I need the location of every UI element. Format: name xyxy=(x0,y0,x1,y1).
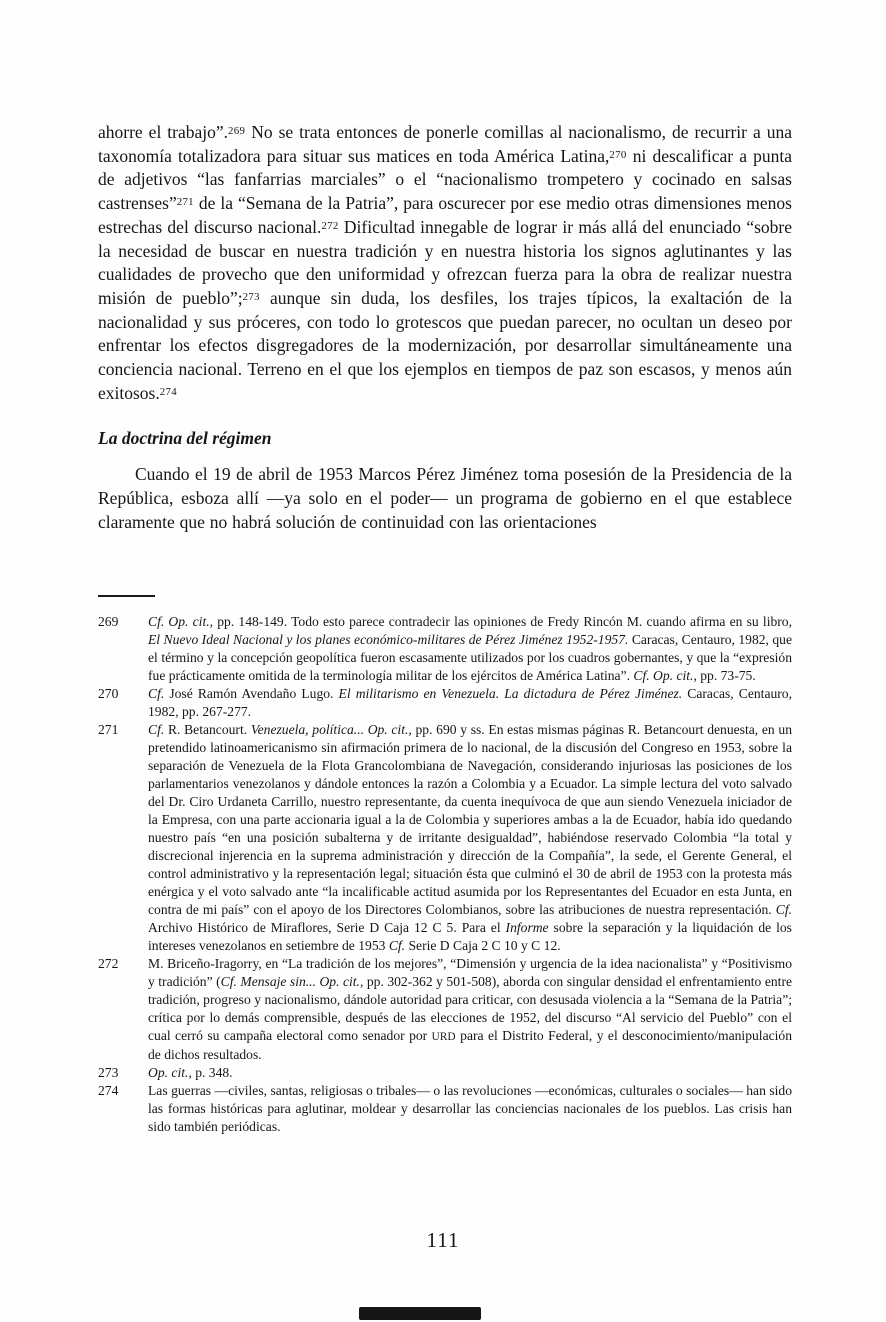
footnote-number: 273 xyxy=(98,1064,119,1080)
footnote-separator-rule xyxy=(98,595,155,597)
footnote-text: Las guerras —civiles, santas, religiosas o tribales— o las revoluciones —económicas, culturales o sociales— han sido las formas históricas para aglutinar, moldear y desarrollar las conciencias nacionales de los pueblos. Las crisis han sido también periódicas. xyxy=(148,1082,792,1134)
footnote-ref: 272 xyxy=(321,220,339,233)
footnote-number: 272 xyxy=(98,955,119,971)
footnote-text: Cf. R. Betancourt. Venezuela, política... Op. cit., pp. 690 y ss. En estas mismas páginas R. Betancourt denuesta, en un pretendido latinoamericanismo sin afirmación primera de lo nacional, de la discusión del Congreso en 1953, sobre la separación de Venezuela de la Flota Grancolombiana de Navegación, considerando injuriosas las posiciones de los parlamentarios venezolanos y dándole entonces la razón a Colombia y a Ecuador. La simple lectura del voto salvado del Dr. Ciro Urdaneta Carrillo, nuestro representante, da cuenta inequívoca de que aun siendo Venezuela iniciador de la Empresa, con una parte accionaria igual a la de Colombia y superiores ambas a la de Ecuador, había ido quedando nuestro país “en una posición subalterna y de irritante desigualdad”, habiéndose reservado Colombia “la total y discrecional injerencia en la suprema administración y dirección de la Compañía”, la sede, el Gerente General, el control administrativo y la representación legal; situación ésta que culminó el 30 de abril de 1953 con la protesta más enérgica y el voto salvado ante “la incalificable actitud asumida por los Representantes del Ecuador en esta Junta, en contra de mi país” con el apoyo de los Directores Colombianos, sobre las atribuciones de nuestra representación. Cf. Archivo Histórico de Miraflores, Serie D Caja 12 C 5. Para el Informe sobre la separación y la liquidación de los intereses venezolanos en setiembre de 1953 Cf. Serie D Caja 2 C 10 y C 12. xyxy=(148,721,792,953)
body-paragraph-1: ahorre el trabajo”.$^{269}$ No se trata entonces de ponerle comillas al nacionalismo, de recurrir a una taxonomía totalizadora para situar sus matices en toda América Latina,$^{270}$ ni descalificar a punta de adjetivos “las fanfarrias marciales” o el “nacionalismo trompetero y cocinado en salsas castrenses”$^{271}$ de la “Semana de la Patria”, para oscurecer por ese medio otras dimensiones menos estrechas del discurso nacional.$^{272}$ Dificultad innegable de lograr ir más allá del enunciado “sobre la necesidad de buscar en nuestra tradición y en nuestra historia los signos aglutinantes y las cualidades de provecho que den uniformidad y ofrezcan fuerza para la obra de realizar nuestra misión de pueblo”;$^{273}$ aunque sin duda, los desfiles, los trajes típicos, la exaltación de la nacionalidad y sus próceres, con todo lo grotescos que puedan parecer, no ocultan un deseo por enfrentar los efectos disgregadores de la modernización, por desarrollar simultáneamente una conciencia nacional. Terreno en el que los ejemplos en tiempos de paz son escasos, y menos aún exitosos.$^{274}$ xyxy=(98,122,792,403)
footnote-number: 274 xyxy=(98,1082,119,1098)
footnote-text: M. Briceño-Iragorry, en “La tradición de los mejores”, “Dimensión y urgencia de la idea nacionalista” y “Positivismo y tradición” (Cf. Mensaje sin... Op. cit., pp. 302-362 y 501-508), aborda con singular densidad el enfrentamiento entre tradición, progreso y nacionalismo, dándole autoridad para criticar, con desusada violencia a la “Semana de la Patria”; crítica por lo demás comprensible, después de las elecciones de 1952, del discurso “Al servicio del Pueblo” con el cual cerró su campaña electoral como senador por URD para el Distrito Federal, y el desconocimiento/manipulación de dichos resultados. xyxy=(148,955,793,1062)
footnote-ref: 269 xyxy=(228,125,246,138)
footnote-item xyxy=(98,1082,792,1136)
footnote-number: 269 xyxy=(98,613,119,629)
footnotes-section xyxy=(98,613,792,1136)
body-paragraph-2: Cuando el 19 de abril de 1953 Marcos Pérez Jiménez toma posesión de la Presidencia de la República, esboza allí —ya solo en el poder— un programa de gobierno en el que establece claramente que no habrá solución de continuidad con las orientaciones xyxy=(98,464,792,532)
footnote-item xyxy=(98,1064,792,1082)
footnote-ref: 270 xyxy=(609,148,627,161)
footnote-item xyxy=(98,955,792,1064)
footnote-text: Op. cit., p. 348. xyxy=(148,1064,233,1080)
footnote-number: 271 xyxy=(98,721,119,737)
footnote-item xyxy=(98,721,792,955)
section-heading: La doctrina del régimen xyxy=(98,428,272,449)
scan-artifact-bar xyxy=(359,1307,481,1320)
footnote-ref: 271 xyxy=(176,196,194,209)
body-text-block xyxy=(98,121,792,535)
footnote-text: Cf. Op. cit., pp. 148-149. Todo esto parece contradecir las opiniones de Fredy Rincón M. cuando afirma en su libro, El Nuevo Ideal Nacional y los planes económico-militares de Pérez Jiménez 1952-1957. Caracas, Centauro, 1982, que el término y la concepción geopolítica fueron escasamente utilizados por los cuadros gobernantes, y que la “expresión fue prácticamente omitida de la terminología militar de los ejércitos de América Latina”. Cf. Op. cit., pp. 73-75. xyxy=(148,613,792,683)
footnote-ref: 274 xyxy=(159,385,177,398)
footnote-item xyxy=(98,613,792,685)
footnote-text: Cf. José Ramón Avendaño Lugo. El militarismo en Venezuela. La dictadura de Pérez Jiménez. Caracas, Centauro, 1982, pp. 267-277. xyxy=(148,685,793,719)
footnote-number: 270 xyxy=(98,685,119,701)
footnote-ref: 273 xyxy=(242,291,260,304)
page-number: 111 xyxy=(426,1228,460,1252)
footnote-item xyxy=(98,685,792,721)
